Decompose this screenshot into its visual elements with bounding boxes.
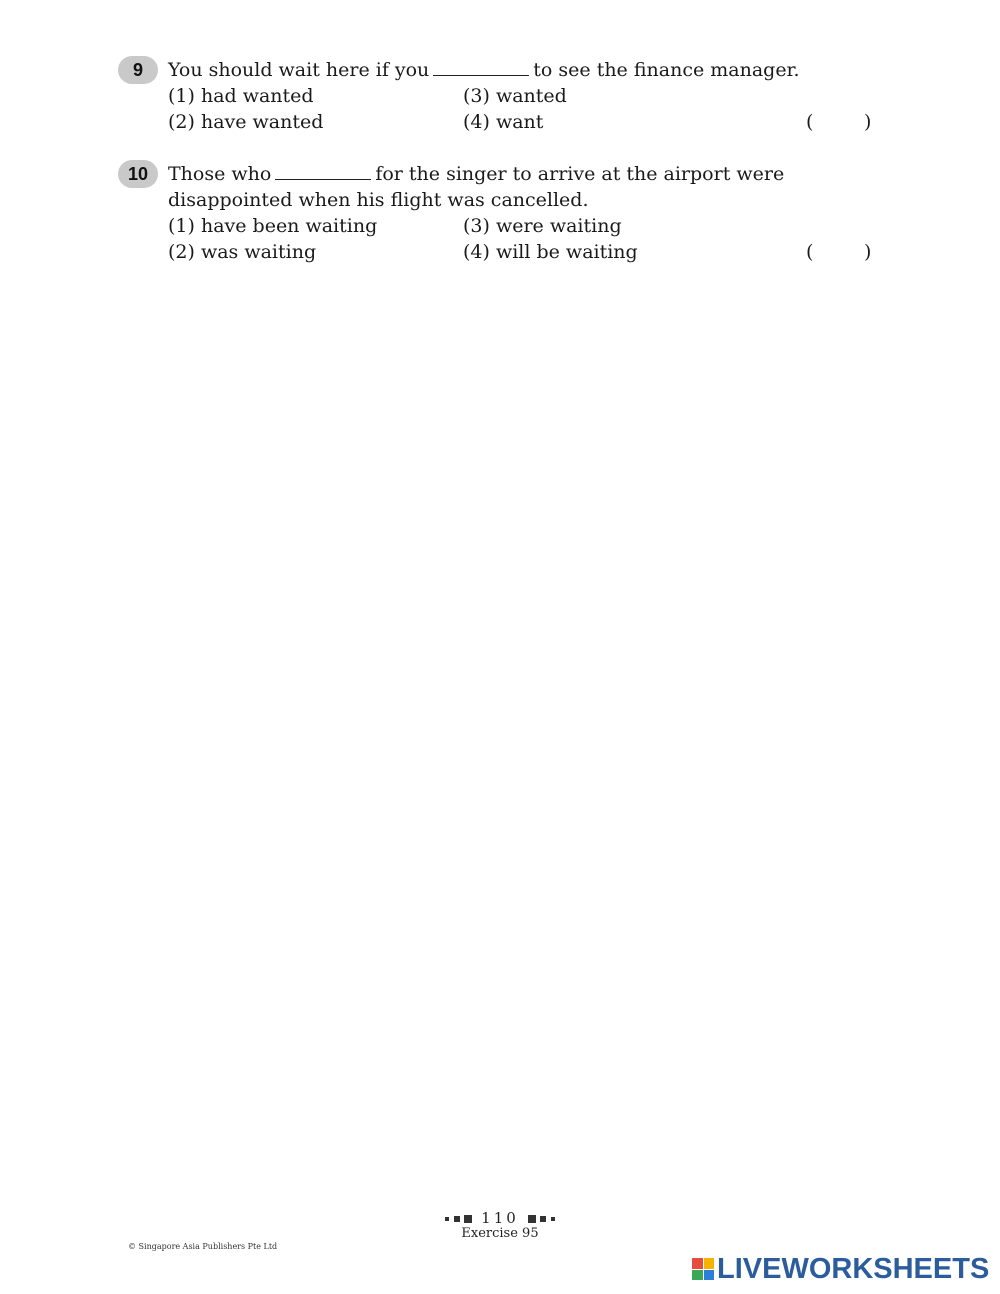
copyright-text: © Singapore Asia Publishers Pte Ltd [128, 1242, 278, 1251]
option-4: (4) will be waiting [463, 241, 638, 263]
answer-paren-open: ( [806, 241, 814, 263]
options-list [168, 213, 878, 265]
answer-blank [433, 58, 529, 76]
liveworksheets-logo-icon [692, 1258, 714, 1280]
page-number: 110 [481, 1209, 519, 1227]
decor-square [540, 1216, 546, 1222]
option-2: (2) was waiting [168, 241, 317, 263]
liveworksheets-brand [692, 1253, 989, 1285]
option-4: (4) want [463, 111, 544, 133]
option-1: (1) had wanted [168, 85, 314, 107]
decor-square [454, 1216, 460, 1222]
decor-square [551, 1217, 555, 1221]
answer-paren-close: ) [864, 241, 872, 263]
exercise-label: Exercise 95 [461, 1226, 539, 1241]
answer-paren-open: ( [806, 111, 814, 133]
question-number-badge: 10 [118, 160, 158, 188]
option-1: (1) have been waiting [168, 215, 378, 237]
question-number-badge: 9 [118, 56, 158, 84]
question-stem [168, 57, 878, 83]
option-2: (2) have wanted [168, 111, 324, 133]
page-number-footer [0, 1209, 1000, 1227]
stem-text-after: for the singer to arrive at the airport were disappointed when his flight was cancelled. [168, 163, 785, 211]
brand-name: LIVEWORKSHEETS [717, 1252, 990, 1285]
option-3: (3) were waiting [463, 215, 622, 237]
stem-text-before: Those who [168, 163, 272, 185]
option-3: (3) wanted [463, 85, 567, 107]
options-list [168, 83, 878, 135]
decor-square [464, 1215, 472, 1223]
question-stem [168, 161, 878, 213]
answer-paren-close: ) [864, 111, 872, 133]
stem-text-after: to see the finance manager. [533, 59, 800, 81]
answer-blank [275, 162, 371, 180]
decor-square [445, 1217, 449, 1221]
stem-text-before: You should wait here if you [168, 59, 430, 81]
decor-square [528, 1215, 536, 1223]
